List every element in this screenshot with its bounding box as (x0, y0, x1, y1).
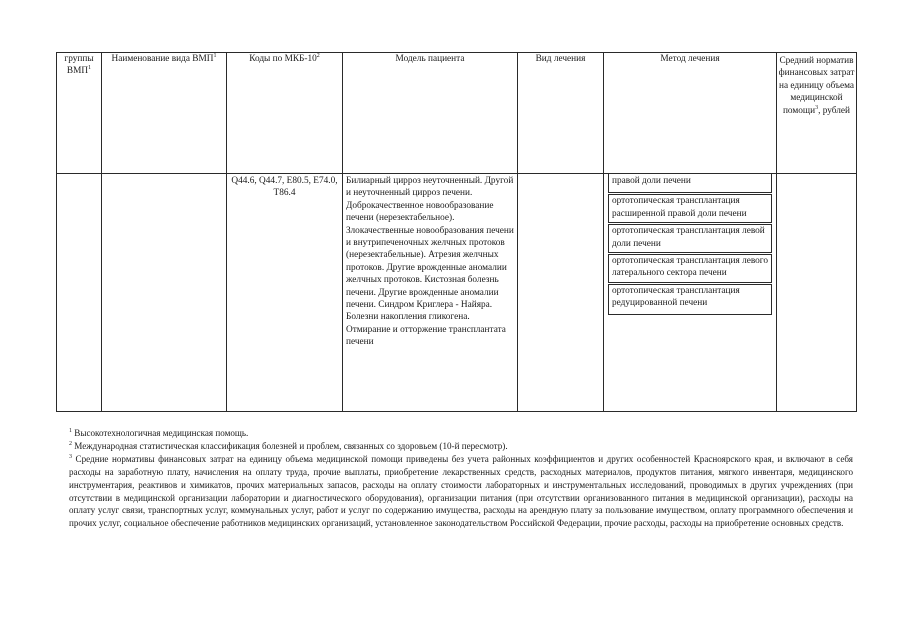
header-codes: Коды по МКБ-$10^2$ (227, 53, 343, 174)
footnotes (69, 427, 853, 530)
cell-group (57, 174, 102, 412)
vmp-table (56, 52, 857, 412)
cell-name (102, 174, 227, 412)
cell-codes: Q44.6, Q44.7, E80.5, E74.0, T86.4 (227, 174, 343, 412)
method-item: ортотопическая трансплантация левой доли печени (608, 224, 772, 253)
header-norm: Средний норматив финансовых затрат на единицу объема медицинской помощи$^3$, рублей (777, 53, 857, 174)
header-method: Метод лечения (604, 53, 777, 174)
cell-norm (777, 174, 857, 412)
cell-methods (604, 174, 777, 412)
method-item: правой доли печени (608, 174, 772, 193)
header-name: Наименование вида ВМП$^1$ (102, 53, 227, 174)
footnote-1: $^1$ Высокотехнологичная медицинская помощь. (69, 427, 249, 438)
footnote-3: $^3$ Средние нормативы финансовых затрат на единицу объема медицинской помощи приведены без учета районных коэффициентов и других особенностей Красноярского края, и включают в себя расходы на заработную плату, начисления на оплату труда, прочие выплаты, приобретение лекарственных средств, расходных материалов, продуктов питания, мягкого инвентаря, медицинского инструментария, реактивов и химикатов, прочих материальных запасов, расходы на оплату стоимости лабораторных и инструментальных исследований, проводимых в других учреждениях (при отсутствии в медицинской организации лаборатории и диагностического оборудования), организации питания (при отсутствии организованного питания в медицинской организации), расходы на оплату услуг связи, транспортных услуг, коммунальных услуг, работ и услуг по содержанию имущества, расходы на арендную плату за пользование имуществом, оплату программного обеспечения и прочих услуг, социальное обеспечение работников медицинских организаций, установленное законодательством Российской Федерации, прочие расходы, расходы на приобретение основных средств. (69, 453, 853, 529)
method-item: ортотопическая трансплантация редуцированной печени (608, 284, 772, 315)
table-header-row (57, 53, 857, 174)
table-row (57, 174, 857, 412)
method-item: ортотопическая трансплантация левого латерального сектора печени (608, 254, 772, 283)
method-item: ортотопическая трансплантация расширенной правой доли печени (608, 194, 772, 223)
footnote-2: $^2$ Международная статистическая классификация болезней и проблем, связанных со здоровьем (10-й пересмотр). (69, 440, 508, 451)
cell-type (518, 174, 604, 412)
header-model: Модель пациента (343, 53, 518, 174)
cell-model: Билиарный цирроз неуточненный. Другой и неуточненный цирроз печени. Доброкачественное новообразование печени (нерезектабельное). Злокачественные новообразования печени и внутрипеченочных желчных протоков (нерезектабельные). Атрезия желчных протоков. Другие врожденные аномалии желчных протоков. Кистозная болезнь печени. Другие врожденные аномалии печени. Синдром Криглера - Найяра. Болезни накопления гликогена. Отмирание и отторжение трансплантата печени (343, 174, 518, 412)
header-group: группы ВМП$^1$ (57, 53, 102, 174)
header-type: Вид лечения (518, 53, 604, 174)
